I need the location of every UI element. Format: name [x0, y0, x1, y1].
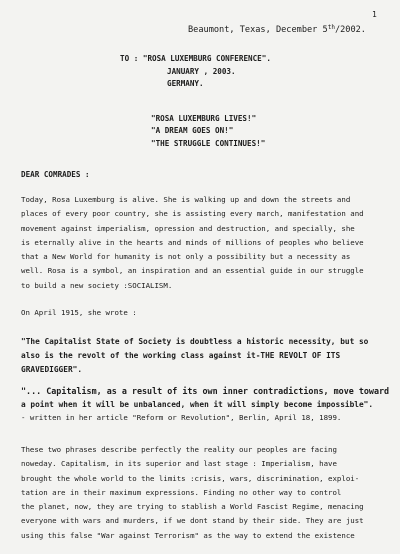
recipient-line-2: JANUARY , 2003. [167, 66, 236, 76]
paragraph-2-line: These two phrases describe perfectly the reality our peoples are facing [21, 445, 337, 454]
paragraph-1-line: is eternally alive in the hearts and minds of millions of peoples who believe [21, 237, 364, 247]
quote-1-line: GRAVEDIGGER". [21, 365, 83, 374]
quote-intro: On April 1915, she wrote : [21, 308, 137, 317]
dateline-year: /2002. [334, 25, 366, 35]
dateline [188, 25, 366, 35]
recipient-line-3: GERMANY. [167, 79, 204, 88]
quote-1-line: "The Capitalist State of Society is doubtless a historic necessity, but so [21, 337, 369, 346]
paragraph-2-line: using this false "War against Terrorism" as the way to extend the existence [21, 530, 355, 540]
quote-2-line: "... Capitalism, as a result of its own inner contradictions, move toward [21, 386, 390, 396]
dateline-place-date: Beaumont, Texas, December 5 [188, 25, 328, 35]
paragraph-1-line: that a New World for humanity is not only a possibility but a necessity as [21, 252, 351, 262]
quote-2-line: a point when it will be unbalanced, when it will simply become impossible". [21, 400, 374, 409]
paragraph-2-line: everyone with wars and murders, if we dont stand by their side. They are just [21, 516, 364, 526]
paragraph-2-line: the planet, now, they are trying to stablish a World Fascist Regime, menacing [21, 502, 364, 512]
citation: - written in her article "Reform or Revolution", Berlin, April 18, 1899. [21, 413, 342, 422]
recipient-name: "ROSA LUXEMBURG CONFERENCE". [142, 54, 271, 63]
slogans [151, 113, 265, 150]
paragraph-2-line: noweday. Capitalism, in its superior and last stage : Imperialism, have [21, 459, 337, 469]
slogan-2: "A DREAM GOES ON!" [151, 126, 234, 136]
paragraph-2-line: tation are in their maximum expressions. Finding no other way to control [21, 487, 342, 497]
slogan-3: "THE STRUGGLE CONTINUES!" [151, 138, 266, 148]
paragraph-1-line: to build a new society :SOCIALISM. [21, 280, 173, 290]
paragraph-1-line: Today, Rosa Luxemburg is alive. She is walking up and down the streets and [21, 195, 351, 204]
paragraph-1 [21, 193, 364, 293]
dateline-suffix: th [327, 24, 335, 31]
recipient-line-1 [120, 53, 271, 66]
to-label: TO : [120, 54, 139, 63]
paragraph-1-line: places of every poor country, she is assisting every march, manifestation and [21, 209, 364, 219]
paragraph-1-line: well. Rosa is a symbol, an inspiration and an essential guide in our struggle [21, 266, 364, 276]
paragraph-1-line: movement against imperialism, opression and destruction, and specially, she [21, 223, 355, 233]
slogan-1: "ROSA LUXEMBURG LIVES!" [151, 114, 257, 123]
quote-1-line: also is the revolt of the working class against it-THE REVOLT OF ITS [21, 351, 341, 360]
recipient-block [120, 53, 271, 91]
paragraph-2-line: brought the whole world to the limits :crisis, wars, discrimination, exploi- [21, 473, 360, 483]
page-number: 1 [372, 10, 377, 19]
quote-1 [21, 335, 368, 377]
greeting: DEAR COMRADES : [21, 170, 90, 179]
quote-2 [21, 384, 389, 412]
paragraph-2 [21, 443, 364, 543]
